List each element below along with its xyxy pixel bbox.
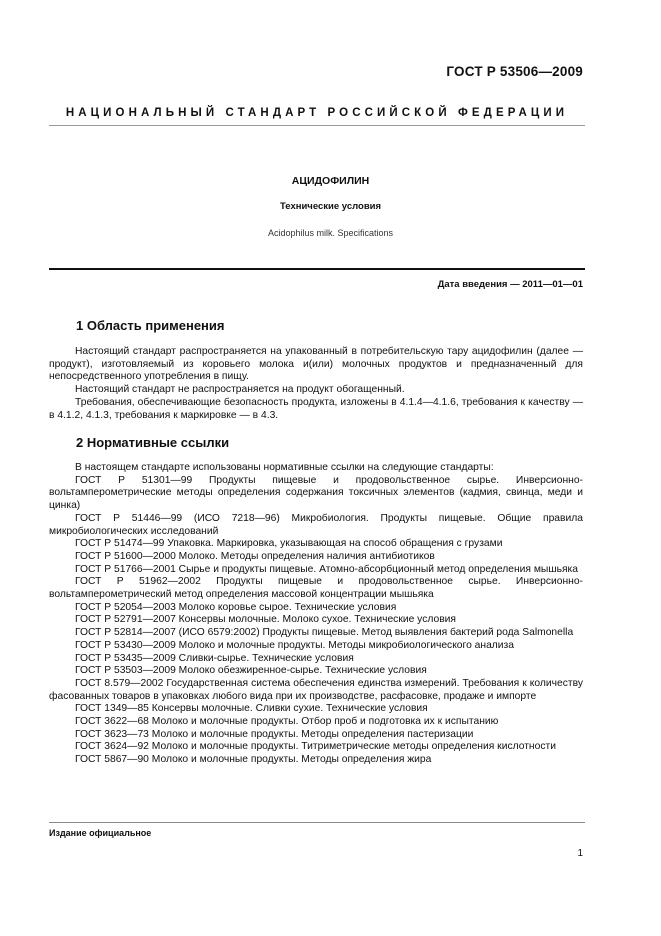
section-2-heading: 2 Нормативные ссылки [76,435,230,450]
reference-item: ГОСТ Р 51766—2001 Сырье и продукты пищевые. Атомно-абсорбционный метод определения мышьяка [75,563,578,575]
reference-item: ГОСТ Р 53430—2009 Молоко и молочные продукты. Методы микробиологического анализа [75,639,514,651]
paragraph: Требования, обеспечивающие безопасность продукта, изложены в 4.1.4—4.1.6, требования к качеству — в 4.1.2, 4.1.3, требования к маркировке — в 4.3. [49,396,583,421]
standard-type: НАЦИОНАЛЬНЫЙ СТАНДАРТ РОССИЙСКОЙ ФЕДЕРАЦИИ [65,107,569,119]
reference-item: ГОСТ 5867—90 Молоко и молочные продукты. Методы определения жира [75,754,432,766]
footer-divider [49,822,585,823]
reference-item: ГОСТ 8.579—2002 Государственная система обеспечения единства измерений. Требования к количеству фасованных товаров в упаковках любого вида при их производстве, расфасовке, продаже и импорте [49,677,583,702]
section-1-heading: 1 Область применения [76,318,225,333]
reference-item: ГОСТ Р 52054—2003 Молоко коровье сырое. Технические условия [75,601,397,613]
reference-item: ГОСТ Р 51301—99 Продукты пищевые и продовольственное сырье. Инверсионно-вольтамперометрические методы определения содержания токсичных элементов (кадмия, свинца, меди и цинка) [49,474,583,512]
document-title-english: Acidophilus milk. Specifications [267,228,394,238]
reference-item: ГОСТ 3622—68 Молоко и молочные продукты. Отбор проб и подготовка их к испытанию [75,716,499,728]
edition-label: Издание официальное [49,828,152,838]
introduction-date: Дата введения — 2011—01—01 [437,279,583,290]
section-2-body [49,462,583,767]
reference-item: ГОСТ Р 51962—2002 Продукты пищевые и продовольственное сырье. Инверсионно-вольтамперометрический метод определения массовой концентрации мышьяка [49,576,583,601]
header-divider [49,125,585,126]
reference-item: ГОСТ Р 51446—99 (ИСО 7218—96) Микробиология. Продукты пищевые. Общие правила микробиологических исследований [49,512,583,537]
reference-item: ГОСТ Р 51600—2000 Молоко. Методы определения наличия антибиотиков [75,550,435,562]
section-1-body [49,346,583,422]
reference-item: ГОСТ Р 51474—99 Упаковка. Маркировка, указывающая на способ обращения с грузами [75,538,503,550]
page-number: 1 [577,848,583,859]
reference-item: ГОСТ 1349—85 Консервы молочные. Сливки сухие. Технические условия [75,703,428,715]
gost-code: ГОСТ Р 53506—2009 [446,64,583,79]
reference-item: ГОСТ Р 53435—2009 Сливки-сырье. Технические условия [75,652,354,664]
paragraph: Настоящий стандарт распространяется на упакованный в потребительскую тару ацидофилин (далее — продукт), изготовляемый из коровьего молока и(или) молочных продуктов и предназначенный для непосредственного употребления в пищу. [49,346,583,383]
document-subtitle: Технические условия [279,201,382,212]
reference-item: ГОСТ 3623—73 Молоко и молочные продукты. Методы определения пастеризации [75,728,474,740]
reference-item: ГОСТ Р 53503—2009 Молоко обезжиренное-сырье. Технические условия [75,665,427,677]
title-divider [49,268,585,270]
reference-item: ГОСТ Р 52791—2007 Консервы молочные. Молоко сухое. Технические условия [75,614,456,626]
document-title: АЦИДОФИЛИН [291,175,370,187]
paragraph: Настоящий стандарт не распространяется на продукт обогащенный. [75,384,405,396]
reference-item: ГОСТ Р 52814—2007 (ИСО 6579:2002) Продукты пищевые. Метод выявления бактерий рода Salmonella [75,627,574,639]
reference-item: ГОСТ 3624—92 Молоко и молочные продукты. Титриметрические методы определения кислотности [75,741,556,753]
paragraph: В настоящем стандарте использованы нормативные ссылки на следующие стандарты: [75,462,494,473]
